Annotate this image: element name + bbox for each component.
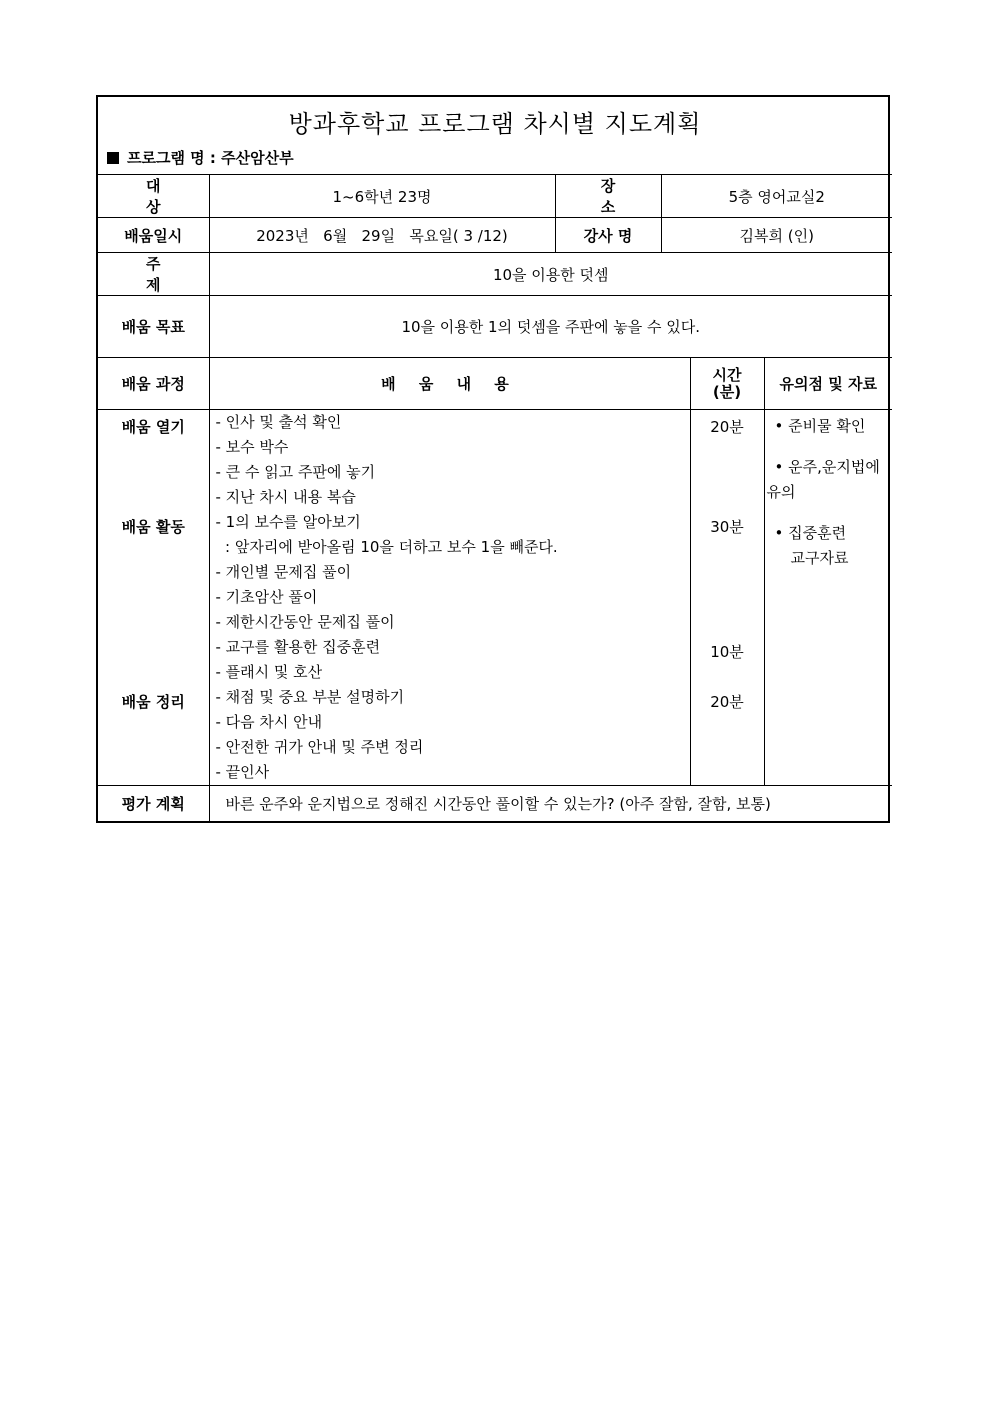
content-line: - 지난 차시 내용 복습 [215,488,356,506]
target-value: 1~6학년 23명 [209,175,555,218]
content-line: - 채점 및 중요 부분 설명하기 [215,688,405,706]
note-item: • 준비물 확인 [774,417,866,435]
goal-value: 10을 이용한 1의 덧셈을 주판에 놓을 수 있다. [209,296,892,358]
content-line: : 앞자리에 받아올림 10을 더하고 보수 1을 빼준다. [215,538,558,556]
date-label: 배움일시 [98,218,209,253]
stage-wrapup: 배움 정리 [121,693,185,711]
content-header: 배 움 내 용 [209,358,690,410]
instructor-value: 김복희 (인) [661,218,892,253]
place-value: 5층 영어교실2 [661,175,892,218]
content-line: - 교구를 활용한 집중훈련 [215,638,381,656]
stage-activity: 배움 활동 [121,518,185,536]
lesson-plan-sheet [96,95,890,823]
content-line: - 보수 박수 [215,438,289,456]
content-line: - 개인별 문제집 풀이 [215,563,352,581]
note-item: 유의 [766,483,796,501]
page-title: 방과후학교 프로그램 차시별 지도계획 [288,110,702,138]
note-item: • 운주,운지법에 [774,458,880,476]
process-stages [98,410,209,786]
subject-value: 10을 이용한 덧셈 [209,253,892,296]
header-cell [98,97,892,175]
note-item: 교구자료 [790,549,849,567]
note-item: • 집중훈련 [774,524,847,542]
date-value: 2023년 6월 29일 목요일( 3 /12) [209,218,555,253]
time-header: 시간 (분) [690,358,764,410]
stage-open: 배움 열기 [121,418,185,436]
instructor-label: 강사 명 [555,218,661,253]
content-line: - 안전한 귀가 안내 및 주변 정리 [215,738,424,756]
notes-header: 유의점 및 자료 [764,358,892,410]
content-line: - 다음 차시 안내 [215,713,323,731]
program-name-label: 프로그램 명 : 주산암산부 [127,149,294,167]
content-line: - 끝인사 [215,763,270,781]
time-value: 20분 [710,418,744,436]
time-column [690,410,764,786]
content-line: - 큰 수 읽고 주판에 놓기 [215,463,376,481]
process-header: 배움 과정 [98,358,209,410]
content-list [209,410,690,786]
notes-column [764,410,892,786]
evaluation-label: 평가 계획 [98,786,209,821]
target-label: 대 상 [98,175,209,218]
goal-label: 배움 목표 [98,296,209,358]
square-bullet-icon [107,152,119,164]
content-line: - 플래시 및 호산 [215,663,323,681]
time-value: 30분 [710,518,744,536]
lesson-plan-table [98,97,892,821]
evaluation-value: 바른 운주와 운지법으로 정해진 시간동안 풀이할 수 있는가? (아주 잘함, 잘함, 보통) [209,786,892,821]
content-line: - 제한시간동안 문제집 풀이 [215,613,395,631]
program-name [107,147,294,168]
content-line: - 인사 및 출석 확인 [215,413,342,431]
time-value: 10분 [710,643,744,661]
place-label: 장 소 [555,175,661,218]
content-line: - 기초암산 풀이 [215,588,318,606]
content-line: - 1의 보수를 알아보기 [215,513,361,531]
subject-label: 주 제 [98,253,209,296]
time-value: 20분 [710,693,744,711]
